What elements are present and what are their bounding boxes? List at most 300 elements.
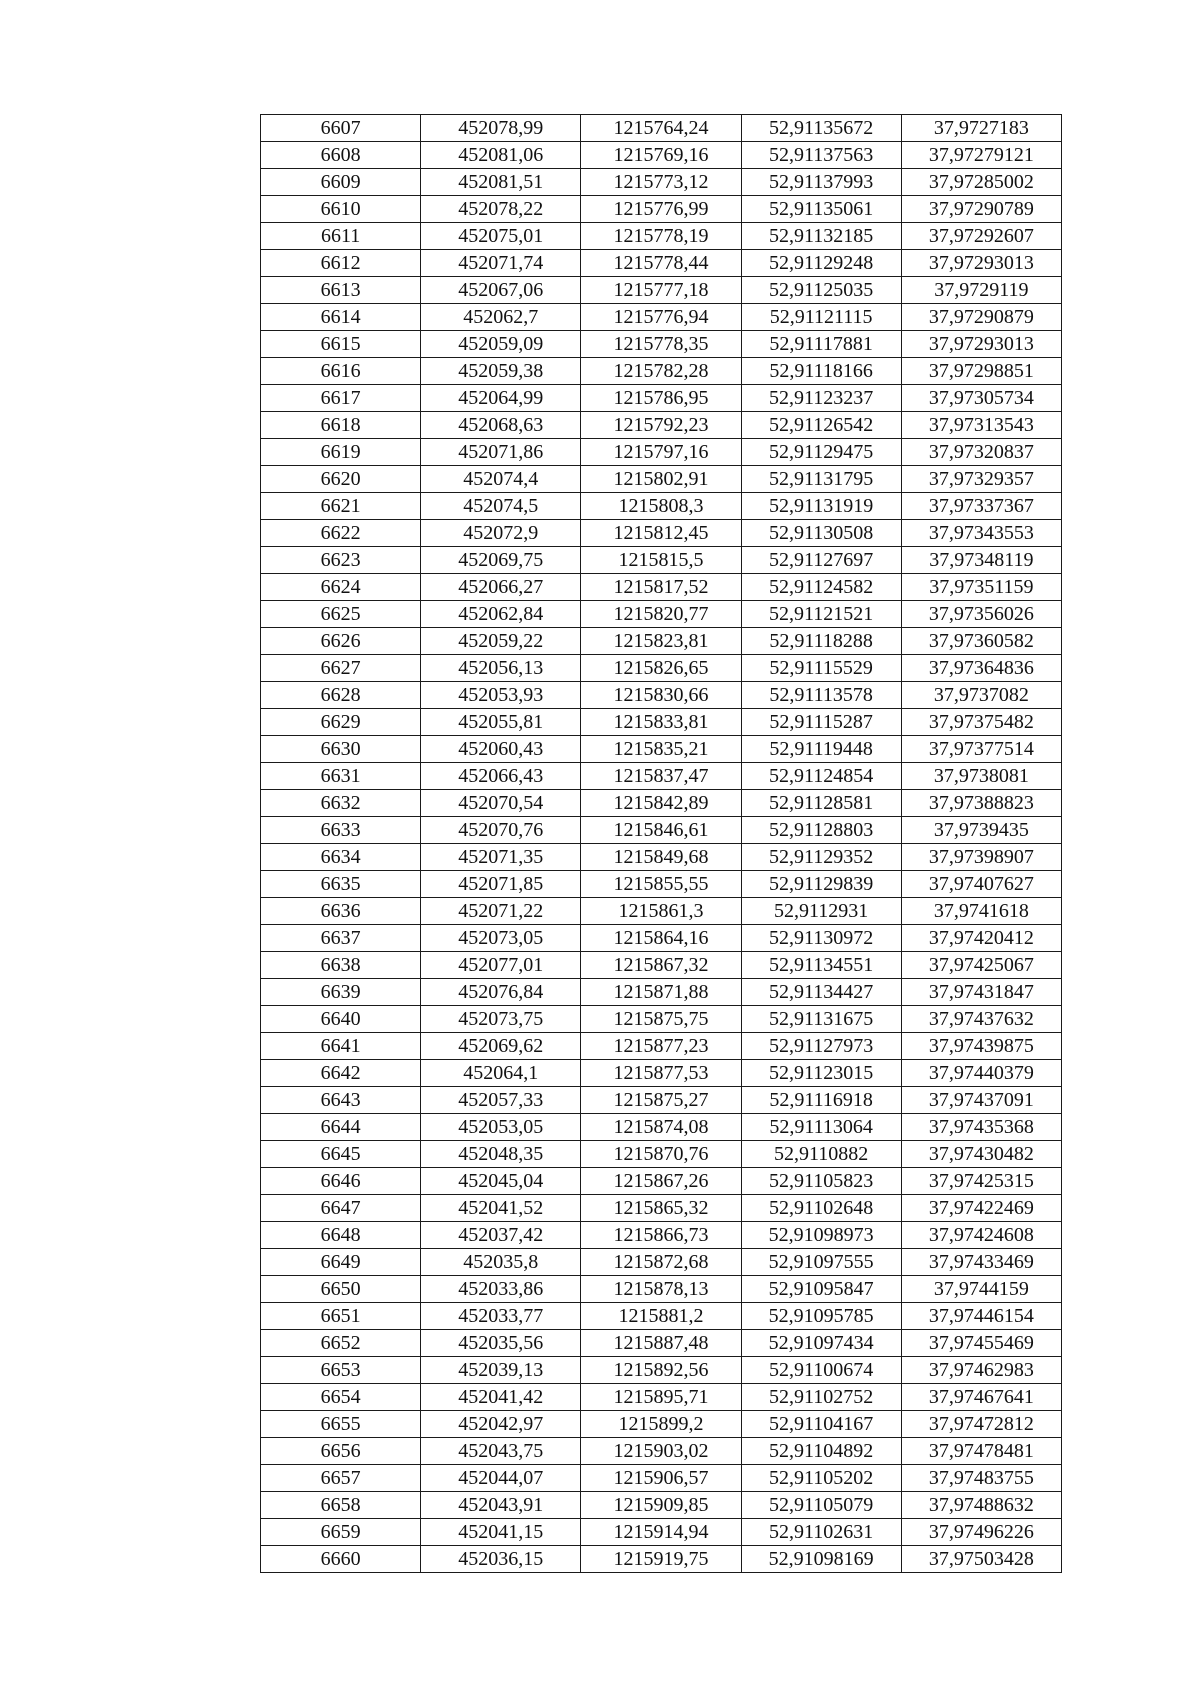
table-row	[261, 601, 1062, 628]
longitude-cell: 37,97364836	[901, 655, 1061, 682]
y-coordinate-cell: 1215867,26	[581, 1168, 741, 1195]
longitude-cell: 37,9738081	[901, 763, 1061, 790]
point-number-cell: 6627	[261, 655, 421, 682]
point-number-cell: 6639	[261, 979, 421, 1006]
y-coordinate-cell: 1215914,94	[581, 1519, 741, 1546]
table-row	[261, 574, 1062, 601]
latitude-cell: 52,91126542	[741, 412, 901, 439]
table-row	[261, 736, 1062, 763]
y-coordinate-cell: 1215906,57	[581, 1465, 741, 1492]
y-coordinate-cell: 1215878,13	[581, 1276, 741, 1303]
point-number-cell: 6643	[261, 1087, 421, 1114]
latitude-cell: 52,91124854	[741, 763, 901, 790]
latitude-cell: 52,91113064	[741, 1114, 901, 1141]
coordinates-table-body	[261, 115, 1062, 1573]
table-row	[261, 1168, 1062, 1195]
point-number-cell: 6659	[261, 1519, 421, 1546]
point-number-cell: 6621	[261, 493, 421, 520]
latitude-cell: 52,91128581	[741, 790, 901, 817]
point-number-cell: 6651	[261, 1303, 421, 1330]
x-coordinate-cell: 452041,42	[421, 1384, 581, 1411]
y-coordinate-cell: 1215877,53	[581, 1060, 741, 1087]
x-coordinate-cell: 452072,9	[421, 520, 581, 547]
point-number-cell: 6655	[261, 1411, 421, 1438]
point-number-cell: 6624	[261, 574, 421, 601]
point-number-cell: 6634	[261, 844, 421, 871]
latitude-cell: 52,91097434	[741, 1330, 901, 1357]
point-number-cell: 6609	[261, 169, 421, 196]
table-row	[261, 1141, 1062, 1168]
table-row	[261, 115, 1062, 142]
latitude-cell: 52,91137993	[741, 169, 901, 196]
x-coordinate-cell: 452064,1	[421, 1060, 581, 1087]
point-number-cell: 6660	[261, 1546, 421, 1573]
y-coordinate-cell: 1215903,02	[581, 1438, 741, 1465]
point-number-cell: 6656	[261, 1438, 421, 1465]
latitude-cell: 52,91102648	[741, 1195, 901, 1222]
latitude-cell: 52,91135672	[741, 115, 901, 142]
y-coordinate-cell: 1215778,35	[581, 331, 741, 358]
y-coordinate-cell: 1215865,32	[581, 1195, 741, 1222]
y-coordinate-cell: 1215875,75	[581, 1006, 741, 1033]
table-row	[261, 1114, 1062, 1141]
table-row	[261, 439, 1062, 466]
latitude-cell: 52,91116918	[741, 1087, 901, 1114]
point-number-cell: 6625	[261, 601, 421, 628]
table-row	[261, 1006, 1062, 1033]
point-number-cell: 6615	[261, 331, 421, 358]
x-coordinate-cell: 452057,33	[421, 1087, 581, 1114]
latitude-cell: 52,91132185	[741, 223, 901, 250]
longitude-cell: 37,97375482	[901, 709, 1061, 736]
x-coordinate-cell: 452035,8	[421, 1249, 581, 1276]
point-number-cell: 6633	[261, 817, 421, 844]
x-coordinate-cell: 452041,15	[421, 1519, 581, 1546]
y-coordinate-cell: 1215812,45	[581, 520, 741, 547]
latitude-cell: 52,91130972	[741, 925, 901, 952]
x-coordinate-cell: 452078,99	[421, 115, 581, 142]
longitude-cell: 37,97305734	[901, 385, 1061, 412]
x-coordinate-cell: 452039,13	[421, 1357, 581, 1384]
table-row	[261, 1303, 1062, 1330]
point-number-cell: 6618	[261, 412, 421, 439]
x-coordinate-cell: 452059,22	[421, 628, 581, 655]
point-number-cell: 6647	[261, 1195, 421, 1222]
point-number-cell: 6642	[261, 1060, 421, 1087]
longitude-cell: 37,9729119	[901, 277, 1061, 304]
point-number-cell: 6658	[261, 1492, 421, 1519]
longitude-cell: 37,9727183	[901, 115, 1061, 142]
y-coordinate-cell: 1215833,81	[581, 709, 741, 736]
table-row	[261, 682, 1062, 709]
y-coordinate-cell: 1215823,81	[581, 628, 741, 655]
latitude-cell: 52,91131675	[741, 1006, 901, 1033]
latitude-cell: 52,91100674	[741, 1357, 901, 1384]
table-row	[261, 655, 1062, 682]
longitude-cell: 37,97422469	[901, 1195, 1061, 1222]
point-number-cell: 6613	[261, 277, 421, 304]
x-coordinate-cell: 452035,56	[421, 1330, 581, 1357]
table-row	[261, 925, 1062, 952]
longitude-cell: 37,97398907	[901, 844, 1061, 871]
y-coordinate-cell: 1215835,21	[581, 736, 741, 763]
point-number-cell: 6648	[261, 1222, 421, 1249]
y-coordinate-cell: 1215861,3	[581, 898, 741, 925]
point-number-cell: 6619	[261, 439, 421, 466]
x-coordinate-cell: 452045,04	[421, 1168, 581, 1195]
y-coordinate-cell: 1215764,24	[581, 115, 741, 142]
point-number-cell: 6611	[261, 223, 421, 250]
point-number-cell: 6632	[261, 790, 421, 817]
longitude-cell: 37,97430482	[901, 1141, 1061, 1168]
x-coordinate-cell: 452062,7	[421, 304, 581, 331]
latitude-cell: 52,91118288	[741, 628, 901, 655]
table-row	[261, 1195, 1062, 1222]
y-coordinate-cell: 1215778,19	[581, 223, 741, 250]
y-coordinate-cell: 1215842,89	[581, 790, 741, 817]
table-row	[261, 547, 1062, 574]
latitude-cell: 52,91104892	[741, 1438, 901, 1465]
x-coordinate-cell: 452062,84	[421, 601, 581, 628]
latitude-cell: 52,91113578	[741, 682, 901, 709]
longitude-cell: 37,97348119	[901, 547, 1061, 574]
latitude-cell: 52,91124582	[741, 574, 901, 601]
table-row	[261, 1033, 1062, 1060]
latitude-cell: 52,91127973	[741, 1033, 901, 1060]
point-number-cell: 6654	[261, 1384, 421, 1411]
latitude-cell: 52,91102631	[741, 1519, 901, 1546]
x-coordinate-cell: 452053,93	[421, 682, 581, 709]
latitude-cell: 52,9110882	[741, 1141, 901, 1168]
longitude-cell: 37,97329357	[901, 466, 1061, 493]
latitude-cell: 52,91118166	[741, 358, 901, 385]
point-number-cell: 6614	[261, 304, 421, 331]
longitude-cell: 37,97431847	[901, 979, 1061, 1006]
y-coordinate-cell: 1215895,71	[581, 1384, 741, 1411]
table-row	[261, 979, 1062, 1006]
x-coordinate-cell: 452069,75	[421, 547, 581, 574]
x-coordinate-cell: 452036,15	[421, 1546, 581, 1573]
y-coordinate-cell: 1215782,28	[581, 358, 741, 385]
x-coordinate-cell: 452070,76	[421, 817, 581, 844]
longitude-cell: 37,97467641	[901, 1384, 1061, 1411]
table-row	[261, 412, 1062, 439]
y-coordinate-cell: 1215769,16	[581, 142, 741, 169]
x-coordinate-cell: 452073,75	[421, 1006, 581, 1033]
point-number-cell: 6616	[261, 358, 421, 385]
x-coordinate-cell: 452074,4	[421, 466, 581, 493]
table-row	[261, 331, 1062, 358]
x-coordinate-cell: 452066,43	[421, 763, 581, 790]
latitude-cell: 52,91137563	[741, 142, 901, 169]
longitude-cell: 37,97437632	[901, 1006, 1061, 1033]
longitude-cell: 37,9737082	[901, 682, 1061, 709]
y-coordinate-cell: 1215864,16	[581, 925, 741, 952]
table-row	[261, 1087, 1062, 1114]
x-coordinate-cell: 452055,81	[421, 709, 581, 736]
table-row	[261, 304, 1062, 331]
table-row	[261, 1222, 1062, 1249]
point-number-cell: 6612	[261, 250, 421, 277]
longitude-cell: 37,97343553	[901, 520, 1061, 547]
x-coordinate-cell: 452077,01	[421, 952, 581, 979]
longitude-cell: 37,97483755	[901, 1465, 1061, 1492]
x-coordinate-cell: 452069,62	[421, 1033, 581, 1060]
table-row	[261, 790, 1062, 817]
y-coordinate-cell: 1215855,55	[581, 871, 741, 898]
table-row	[261, 871, 1062, 898]
point-number-cell: 6610	[261, 196, 421, 223]
y-coordinate-cell: 1215866,73	[581, 1222, 741, 1249]
point-number-cell: 6646	[261, 1168, 421, 1195]
point-number-cell: 6622	[261, 520, 421, 547]
point-number-cell: 6623	[261, 547, 421, 574]
y-coordinate-cell: 1215871,88	[581, 979, 741, 1006]
point-number-cell: 6649	[261, 1249, 421, 1276]
point-number-cell: 6644	[261, 1114, 421, 1141]
latitude-cell: 52,91123015	[741, 1060, 901, 1087]
x-coordinate-cell: 452033,77	[421, 1303, 581, 1330]
longitude-cell: 37,97425067	[901, 952, 1061, 979]
table-row	[261, 277, 1062, 304]
x-coordinate-cell: 452064,99	[421, 385, 581, 412]
point-number-cell: 6653	[261, 1357, 421, 1384]
y-coordinate-cell: 1215778,44	[581, 250, 741, 277]
y-coordinate-cell: 1215899,2	[581, 1411, 741, 1438]
longitude-cell: 37,97503428	[901, 1546, 1061, 1573]
y-coordinate-cell: 1215773,12	[581, 169, 741, 196]
table-row	[261, 1357, 1062, 1384]
y-coordinate-cell: 1215892,56	[581, 1357, 741, 1384]
latitude-cell: 52,91097555	[741, 1249, 901, 1276]
longitude-cell: 37,97360582	[901, 628, 1061, 655]
x-coordinate-cell: 452071,22	[421, 898, 581, 925]
table-row	[261, 898, 1062, 925]
latitude-cell: 52,91102752	[741, 1384, 901, 1411]
longitude-cell: 37,97292607	[901, 223, 1061, 250]
latitude-cell: 52,91105823	[741, 1168, 901, 1195]
y-coordinate-cell: 1215872,68	[581, 1249, 741, 1276]
longitude-cell: 37,9744159	[901, 1276, 1061, 1303]
y-coordinate-cell: 1215877,23	[581, 1033, 741, 1060]
x-coordinate-cell: 452066,27	[421, 574, 581, 601]
longitude-cell: 37,97478481	[901, 1438, 1061, 1465]
x-coordinate-cell: 452075,01	[421, 223, 581, 250]
table-row	[261, 844, 1062, 871]
point-number-cell: 6635	[261, 871, 421, 898]
longitude-cell: 37,97439875	[901, 1033, 1061, 1060]
longitude-cell: 37,97356026	[901, 601, 1061, 628]
y-coordinate-cell: 1215867,32	[581, 952, 741, 979]
latitude-cell: 52,91134427	[741, 979, 901, 1006]
table-row	[261, 1249, 1062, 1276]
latitude-cell: 52,91104167	[741, 1411, 901, 1438]
x-coordinate-cell: 452060,43	[421, 736, 581, 763]
x-coordinate-cell: 452033,86	[421, 1276, 581, 1303]
y-coordinate-cell: 1215874,08	[581, 1114, 741, 1141]
x-coordinate-cell: 452076,84	[421, 979, 581, 1006]
point-number-cell: 6645	[261, 1141, 421, 1168]
point-number-cell: 6641	[261, 1033, 421, 1060]
y-coordinate-cell: 1215870,76	[581, 1141, 741, 1168]
table-row	[261, 142, 1062, 169]
y-coordinate-cell: 1215846,61	[581, 817, 741, 844]
latitude-cell: 52,9112931	[741, 898, 901, 925]
latitude-cell: 52,91121521	[741, 601, 901, 628]
longitude-cell: 37,97298851	[901, 358, 1061, 385]
table-row	[261, 763, 1062, 790]
x-coordinate-cell: 452059,38	[421, 358, 581, 385]
point-number-cell: 6631	[261, 763, 421, 790]
latitude-cell: 52,91134551	[741, 952, 901, 979]
longitude-cell: 37,97388823	[901, 790, 1061, 817]
longitude-cell: 37,97433469	[901, 1249, 1061, 1276]
latitude-cell: 52,91130508	[741, 520, 901, 547]
x-coordinate-cell: 452071,85	[421, 871, 581, 898]
latitude-cell: 52,91095847	[741, 1276, 901, 1303]
latitude-cell: 52,91129248	[741, 250, 901, 277]
point-number-cell: 6620	[261, 466, 421, 493]
table-row	[261, 709, 1062, 736]
longitude-cell: 37,97290789	[901, 196, 1061, 223]
table-row	[261, 223, 1062, 250]
x-coordinate-cell: 452037,42	[421, 1222, 581, 1249]
x-coordinate-cell: 452053,05	[421, 1114, 581, 1141]
longitude-cell: 37,97293013	[901, 331, 1061, 358]
x-coordinate-cell: 452081,51	[421, 169, 581, 196]
longitude-cell: 37,97377514	[901, 736, 1061, 763]
longitude-cell: 37,97293013	[901, 250, 1061, 277]
table-row	[261, 952, 1062, 979]
latitude-cell: 52,91127697	[741, 547, 901, 574]
point-number-cell: 6628	[261, 682, 421, 709]
point-number-cell: 6638	[261, 952, 421, 979]
longitude-cell: 37,97440379	[901, 1060, 1061, 1087]
y-coordinate-cell: 1215875,27	[581, 1087, 741, 1114]
longitude-cell: 37,97351159	[901, 574, 1061, 601]
x-coordinate-cell: 452071,35	[421, 844, 581, 871]
longitude-cell: 37,97279121	[901, 142, 1061, 169]
point-number-cell: 6626	[261, 628, 421, 655]
longitude-cell: 37,97337367	[901, 493, 1061, 520]
table-row	[261, 466, 1062, 493]
latitude-cell: 52,91098973	[741, 1222, 901, 1249]
point-number-cell: 6657	[261, 1465, 421, 1492]
table-row	[261, 1519, 1062, 1546]
point-number-cell: 6617	[261, 385, 421, 412]
x-coordinate-cell: 452068,63	[421, 412, 581, 439]
longitude-cell: 37,97420412	[901, 925, 1061, 952]
table-row	[261, 493, 1062, 520]
table-row	[261, 1060, 1062, 1087]
longitude-cell: 37,97407627	[901, 871, 1061, 898]
table-row	[261, 628, 1062, 655]
x-coordinate-cell: 452071,86	[421, 439, 581, 466]
latitude-cell: 52,91105202	[741, 1465, 901, 1492]
y-coordinate-cell: 1215881,2	[581, 1303, 741, 1330]
point-number-cell: 6636	[261, 898, 421, 925]
longitude-cell: 37,97462983	[901, 1357, 1061, 1384]
longitude-cell: 37,9741618	[901, 898, 1061, 925]
coordinates-table	[260, 114, 1062, 1573]
longitude-cell: 37,97455469	[901, 1330, 1061, 1357]
x-coordinate-cell: 452043,91	[421, 1492, 581, 1519]
latitude-cell: 52,91129475	[741, 439, 901, 466]
y-coordinate-cell: 1215808,3	[581, 493, 741, 520]
latitude-cell: 52,91095785	[741, 1303, 901, 1330]
x-coordinate-cell: 452071,74	[421, 250, 581, 277]
point-number-cell: 6652	[261, 1330, 421, 1357]
x-coordinate-cell: 452081,06	[421, 142, 581, 169]
longitude-cell: 37,97424608	[901, 1222, 1061, 1249]
point-number-cell: 6630	[261, 736, 421, 763]
y-coordinate-cell: 1215826,65	[581, 655, 741, 682]
x-coordinate-cell: 452074,5	[421, 493, 581, 520]
longitude-cell: 37,97285002	[901, 169, 1061, 196]
latitude-cell: 52,91129352	[741, 844, 901, 871]
x-coordinate-cell: 452059,09	[421, 331, 581, 358]
x-coordinate-cell: 452044,07	[421, 1465, 581, 1492]
x-coordinate-cell: 452043,75	[421, 1438, 581, 1465]
point-number-cell: 6640	[261, 1006, 421, 1033]
table-row	[261, 169, 1062, 196]
latitude-cell: 52,91119448	[741, 736, 901, 763]
longitude-cell: 37,97290879	[901, 304, 1061, 331]
longitude-cell: 37,97320837	[901, 439, 1061, 466]
latitude-cell: 52,91117881	[741, 331, 901, 358]
y-coordinate-cell: 1215837,47	[581, 763, 741, 790]
table-row	[261, 1276, 1062, 1303]
longitude-cell: 37,97496226	[901, 1519, 1061, 1546]
y-coordinate-cell: 1215802,91	[581, 466, 741, 493]
y-coordinate-cell: 1215797,16	[581, 439, 741, 466]
point-number-cell: 6608	[261, 142, 421, 169]
table-row	[261, 1438, 1062, 1465]
x-coordinate-cell: 452041,52	[421, 1195, 581, 1222]
x-coordinate-cell: 452067,06	[421, 277, 581, 304]
longitude-cell: 37,97472812	[901, 1411, 1061, 1438]
latitude-cell: 52,91135061	[741, 196, 901, 223]
y-coordinate-cell: 1215777,18	[581, 277, 741, 304]
x-coordinate-cell: 452048,35	[421, 1141, 581, 1168]
x-coordinate-cell: 452073,05	[421, 925, 581, 952]
longitude-cell: 37,97435368	[901, 1114, 1061, 1141]
y-coordinate-cell: 1215776,99	[581, 196, 741, 223]
x-coordinate-cell: 452078,22	[421, 196, 581, 223]
y-coordinate-cell: 1215849,68	[581, 844, 741, 871]
y-coordinate-cell: 1215909,85	[581, 1492, 741, 1519]
y-coordinate-cell: 1215817,52	[581, 574, 741, 601]
point-number-cell: 6629	[261, 709, 421, 736]
y-coordinate-cell: 1215919,75	[581, 1546, 741, 1573]
latitude-cell: 52,91121115	[741, 304, 901, 331]
longitude-cell: 37,97437091	[901, 1087, 1061, 1114]
table-row	[261, 520, 1062, 547]
longitude-cell: 37,97425315	[901, 1168, 1061, 1195]
y-coordinate-cell: 1215830,66	[581, 682, 741, 709]
table-row	[261, 385, 1062, 412]
latitude-cell: 52,91125035	[741, 277, 901, 304]
latitude-cell: 52,91123237	[741, 385, 901, 412]
table-row	[261, 817, 1062, 844]
longitude-cell: 37,97446154	[901, 1303, 1061, 1330]
y-coordinate-cell: 1215786,95	[581, 385, 741, 412]
table-row	[261, 1411, 1062, 1438]
latitude-cell: 52,91128803	[741, 817, 901, 844]
y-coordinate-cell: 1215887,48	[581, 1330, 741, 1357]
table-row	[261, 1384, 1062, 1411]
latitude-cell: 52,91131919	[741, 493, 901, 520]
